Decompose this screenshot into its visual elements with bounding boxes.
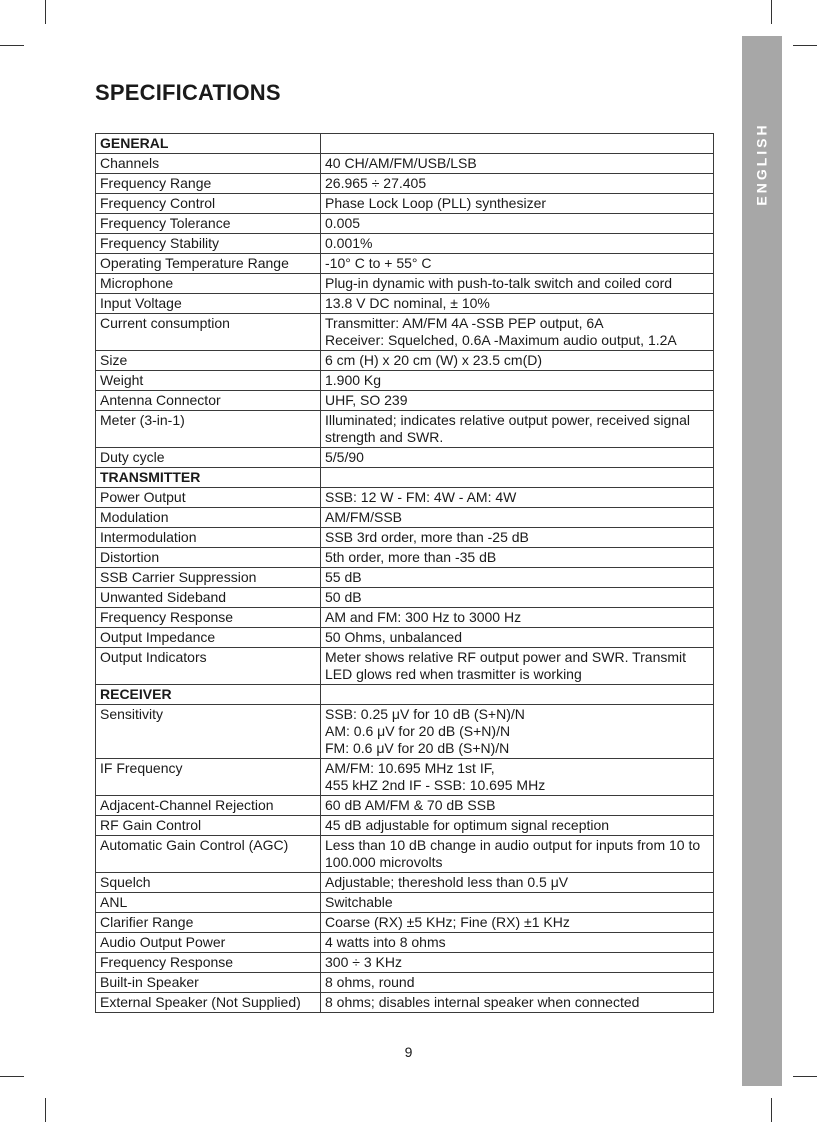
spec-row [96,194,714,214]
spec-label: Squelch [96,873,321,893]
spec-value: AM/FM: 10.695 MHz 1st IF, 455 kHZ 2nd IF - SSB: 10.695 MHz [321,759,714,796]
spec-row [96,628,714,648]
spec-value: 55 dB [321,568,714,588]
spec-label: Frequency Stability [96,234,321,254]
spec-label: Power Output [96,488,321,508]
spec-value: Plug-in dynamic with push-to-talk switch and coiled cord [321,274,714,294]
spec-label: Duty cycle [96,448,321,468]
spec-label: Clarifier Range [96,913,321,933]
spec-label: RF Gain Control [96,816,321,836]
spec-label: Intermodulation [96,528,321,548]
spec-value: Adjustable; thereshold less than 0.5 μV [321,873,714,893]
spec-label: Size [96,351,321,371]
spec-label: Frequency Tolerance [96,214,321,234]
spec-label: IF Frequency [96,759,321,796]
spec-value: 45 dB adjustable for optimum signal reception [321,816,714,836]
spec-row [96,174,714,194]
crop-mark [45,1098,46,1122]
language-side-tab [742,36,782,1086]
spec-row [96,234,714,254]
spec-value: 50 dB [321,588,714,608]
spec-row [96,568,714,588]
spec-row [96,973,714,993]
spec-row [96,836,714,873]
spec-row [96,294,714,314]
spec-value: 5/5/90 [321,448,714,468]
spec-value: Transmitter: AM/FM 4A -SSB PEP output, 6A Receiver: Squelched, 0.6A -Maximum audio output, 1.2A [321,314,714,351]
spec-row [96,933,714,953]
spec-row [96,953,714,973]
spec-label: Modulation [96,508,321,528]
spec-value: Less than 10 dB change in audio output for inputs from 10 to 100.000 microvolts [321,836,714,873]
spec-row [96,154,714,174]
spec-row [96,548,714,568]
section-heading: TRANSMITTER [96,468,321,488]
spec-row [96,608,714,628]
spec-label: Automatic Gain Control (AGC) [96,836,321,873]
spec-label: Operating Temperature Range [96,254,321,274]
page-title: SPECIFICATIONS [95,80,281,105]
spec-label: Microphone [96,274,321,294]
spec-label: Sensitivity [96,705,321,759]
spec-label: Antenna Connector [96,391,321,411]
spec-value: 4 watts into 8 ohms [321,933,714,953]
spec-row [96,648,714,685]
spec-value: 6 cm (H) x 20 cm (W) x 23.5 cm(D) [321,351,714,371]
spec-value: Coarse (RX) ±5 KHz; Fine (RX) ±1 KHz [321,913,714,933]
spec-label: ANL [96,893,321,913]
spec-value: SSB: 0.25 μV for 10 dB (S+N)/N AM: 0.6 μV for 20 dB (S+N)/N FM: 0.6 μV for 20 dB (S+N)/N [321,705,714,759]
spec-value: 50 Ohms, unbalanced [321,628,714,648]
spec-value: Phase Lock Loop (PLL) synthesizer [321,194,714,214]
spec-label: Frequency Control [96,194,321,214]
section-heading-empty-cell [321,134,714,154]
spec-row [96,705,714,759]
crop-mark [0,1076,24,1077]
spec-label: Built-in Speaker [96,973,321,993]
spec-row [96,993,714,1013]
section-header-row [96,134,714,154]
spec-value: 300 ÷ 3 KHz [321,953,714,973]
spec-row [96,214,714,234]
spec-value: Switchable [321,893,714,913]
spec-row [96,796,714,816]
spec-row [96,508,714,528]
crop-mark [0,45,24,46]
section-heading-empty-cell [321,685,714,705]
specifications-table [95,133,714,1013]
spec-label: Current consumption [96,314,321,351]
section-heading: RECEIVER [96,685,321,705]
section-header-row [96,685,714,705]
spec-label: Frequency Response [96,608,321,628]
spec-label: Distortion [96,548,321,568]
spec-label: Audio Output Power [96,933,321,953]
spec-value: 1.900 Kg [321,371,714,391]
spec-label: Adjacent-Channel Rejection [96,796,321,816]
spec-row [96,873,714,893]
page-number: 9 [404,1044,413,1060]
crop-mark [793,45,817,46]
spec-row [96,371,714,391]
spec-label: SSB Carrier Suppression [96,568,321,588]
spec-row [96,488,714,508]
spec-value: UHF, SO 239 [321,391,714,411]
spec-row [96,314,714,351]
spec-label: Output Indicators [96,648,321,685]
spec-row [96,448,714,468]
spec-value: SSB: 12 W - FM: 4W - AM: 4W [321,488,714,508]
spec-value: 0.001% [321,234,714,254]
spec-value: 40 CH/AM/FM/USB/LSB [321,154,714,174]
language-label: ENGLISH [754,122,771,206]
crop-mark [771,1098,772,1122]
crop-mark [45,0,46,24]
spec-label: Unwanted Sideband [96,588,321,608]
spec-row [96,816,714,836]
section-heading-empty-cell [321,468,714,488]
spec-value: 13.8 V DC nominal, ± 10% [321,294,714,314]
spec-row [96,759,714,796]
spec-label: Output Impedance [96,628,321,648]
spec-value: -10° C to + 55° C [321,254,714,274]
spec-label: Weight [96,371,321,391]
spec-row [96,274,714,294]
spec-row [96,391,714,411]
section-heading: GENERAL [96,134,321,154]
spec-row [96,411,714,448]
crop-mark [793,1076,817,1077]
spec-value: 60 dB AM/FM & 70 dB SSB [321,796,714,816]
spec-value: 5th order, more than -35 dB [321,548,714,568]
spec-value: Illuminated; indicates relative output power, received signal strength and SWR. [321,411,714,448]
spec-row [96,588,714,608]
spec-row [96,351,714,371]
spec-label: Meter (3-in-1) [96,411,321,448]
spec-row [96,893,714,913]
crop-mark [771,0,772,24]
section-header-row [96,468,714,488]
spec-row [96,254,714,274]
spec-value: Meter shows relative RF output power and SWR. Transmit LED glows red when trasmitter is working [321,648,714,685]
spec-value: 8 ohms; disables internal speaker when connected [321,993,714,1013]
spec-value: 0.005 [321,214,714,234]
spec-row [96,913,714,933]
spec-label: Frequency Range [96,174,321,194]
spec-value: AM and FM: 300 Hz to 3000 Hz [321,608,714,628]
spec-label: External Speaker (Not Supplied) [96,993,321,1013]
spec-value: SSB 3rd order, more than -25 dB [321,528,714,548]
spec-value: AM/FM/SSB [321,508,714,528]
spec-value: 8 ohms, round [321,973,714,993]
spec-label: Frequency Response [96,953,321,973]
spec-label: Channels [96,154,321,174]
spec-row [96,528,714,548]
spec-label: Input Voltage [96,294,321,314]
spec-value: 26.965 ÷ 27.405 [321,174,714,194]
